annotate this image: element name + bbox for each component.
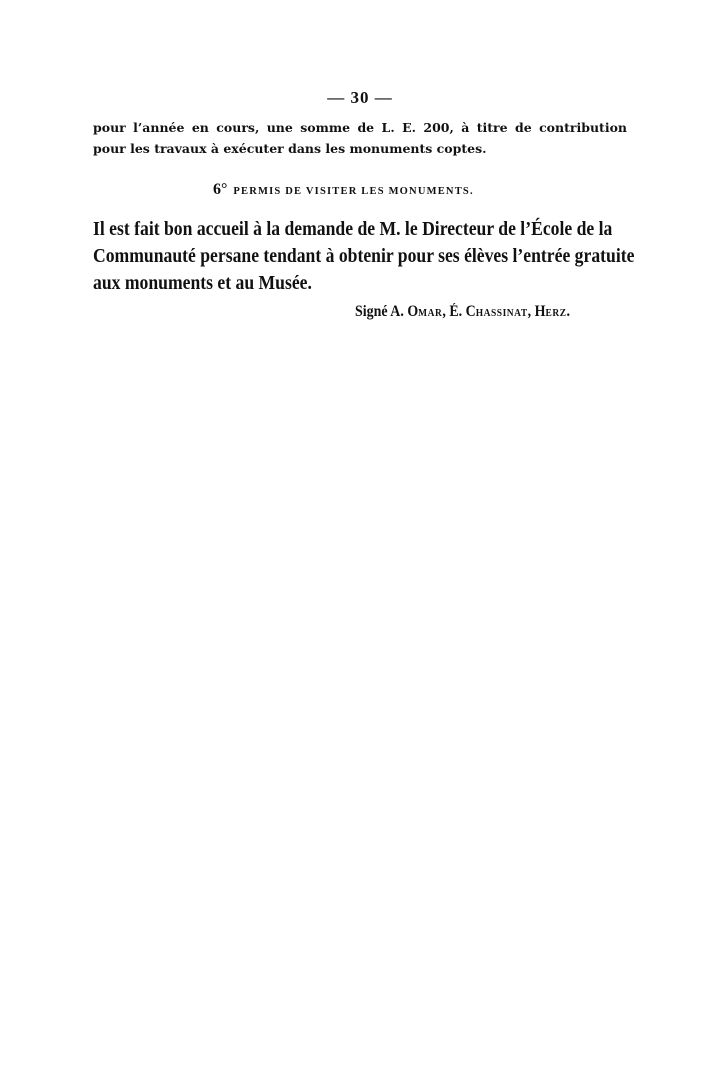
continuation-paragraph [93,117,627,159]
section-number: 6° [213,181,228,198]
section-heading [213,181,474,199]
signature-separator: , É. C [442,303,476,320]
main-paragraph [93,216,635,297]
paragraph-line: Communauté persane tendant à obtenir pour ses élèves l’entrée gratuite [93,245,635,267]
signature-prefix: Signé A. O [355,303,419,320]
continuation-line: pour l’année en cours, une somme de L. E. 200, à titre de contribution [93,120,627,135]
continuation-line: pour les travaux à exécuter dans les monuments coptes. [93,141,487,156]
paragraph-line: aux monuments et au Musée. [93,272,312,294]
signature-line [355,303,570,321]
signature-separator: , H [527,303,546,320]
signature-end: . [566,303,571,320]
signature-name-chassinat: HASSINAT [475,308,528,319]
section-title: PERMIS DE VISITER LES MONUMENTS. [233,186,474,197]
signature-name-herz: ERZ [545,308,567,319]
signature-name-omar: MAR [418,308,443,319]
paragraph-line: Il est fait bon accueil à la demande de M. le Directeur de l’École de la [93,218,613,240]
page-number: — 30 — [327,88,393,107]
